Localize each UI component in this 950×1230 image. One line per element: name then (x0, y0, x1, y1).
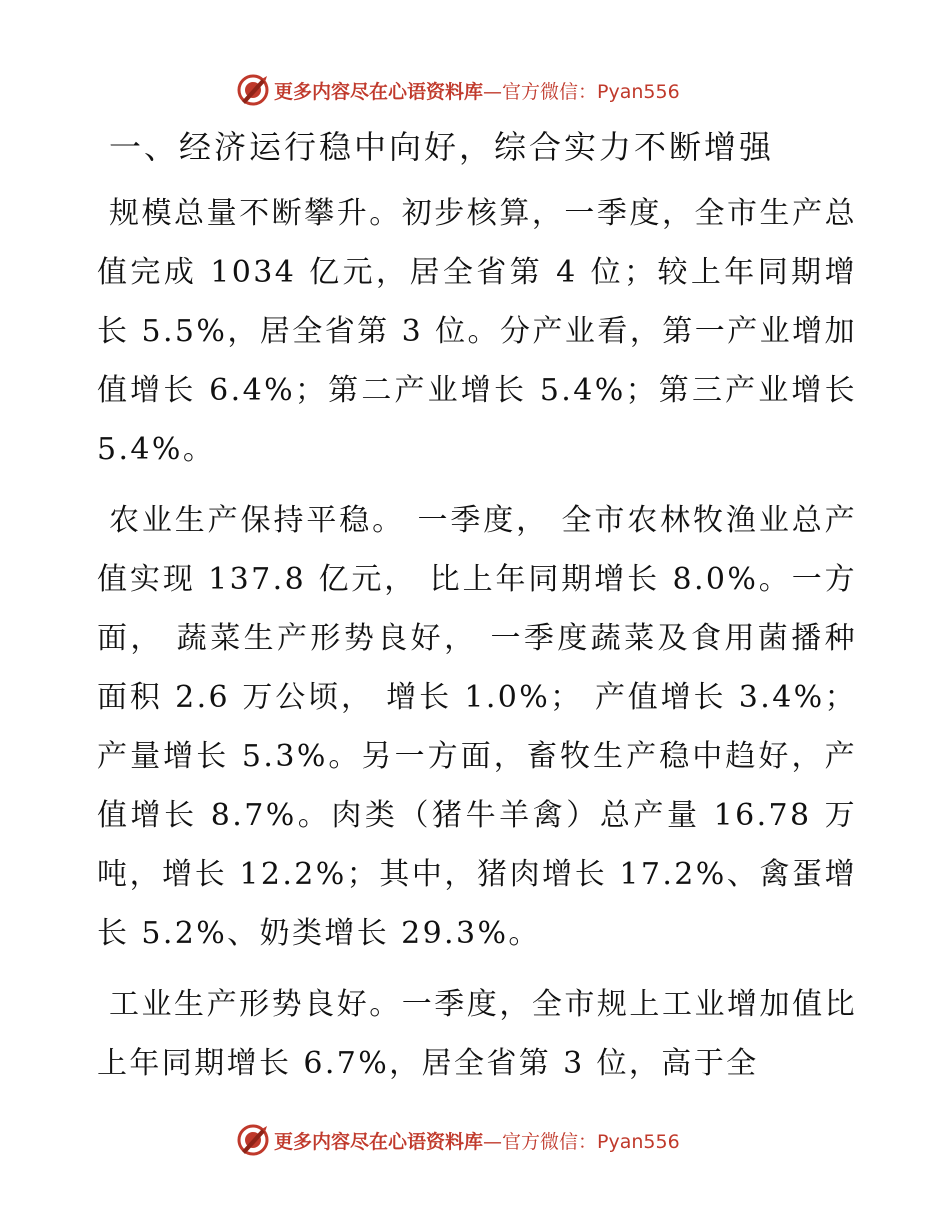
quill-seal-icon (236, 1123, 270, 1157)
paragraph-agriculture: 农业生产保持平稳。 一季度， 全市农林牧渔业总产值实现 137.8 亿元， 比上年同期增长 8.0%。一方面， 蔬菜生产形势良好， 一季度蔬菜及食用菌播种面积 2.6 万公顷， 增长 1.0%； 产值增长 3.4%；产量增长 5.3%。另一方面，畜牧生产稳中趋好，产值增长 8.7%。肉类（猪牛羊禽）总产量 16.78 万吨，增长 12.2%；其中，猪肉增长 17.2%、禽蛋增长 5.2%、奶类增长 29.3%。 (97, 503, 857, 951)
footer-watermark (236, 1122, 680, 1158)
watermark-contact: —官方微信：Pyan556 (483, 80, 680, 103)
paragraph-industry: 工业生产形势良好。一季度，全市规上工业增加值比上年同期增长 6.7%，居全省第 3 位，高于全 (97, 987, 857, 1081)
quill-seal-icon (236, 73, 270, 107)
document-body (97, 122, 857, 1105)
section-heading: 一、经济运行稳中向好，综合实力不断增强 (109, 128, 775, 166)
watermark-contact: —官方微信：Pyan556 (483, 1130, 680, 1153)
watermark-brand: 更多内容尽在心语资料库 (274, 80, 484, 103)
header-watermark (236, 72, 680, 108)
paragraph-gdp: 规模总量不断攀升。初步核算，一季度，全市生产总值完成 1034 亿元，居全省第 4 位；较上年同期增长 5.5%，居全省第 3 位。分产业看，第一产业增加值增长 6.4%；第二产业增长 5.4%；第三产业增长 5.4%。 (97, 196, 857, 467)
watermark-brand: 更多内容尽在心语资料库 (274, 1130, 484, 1153)
